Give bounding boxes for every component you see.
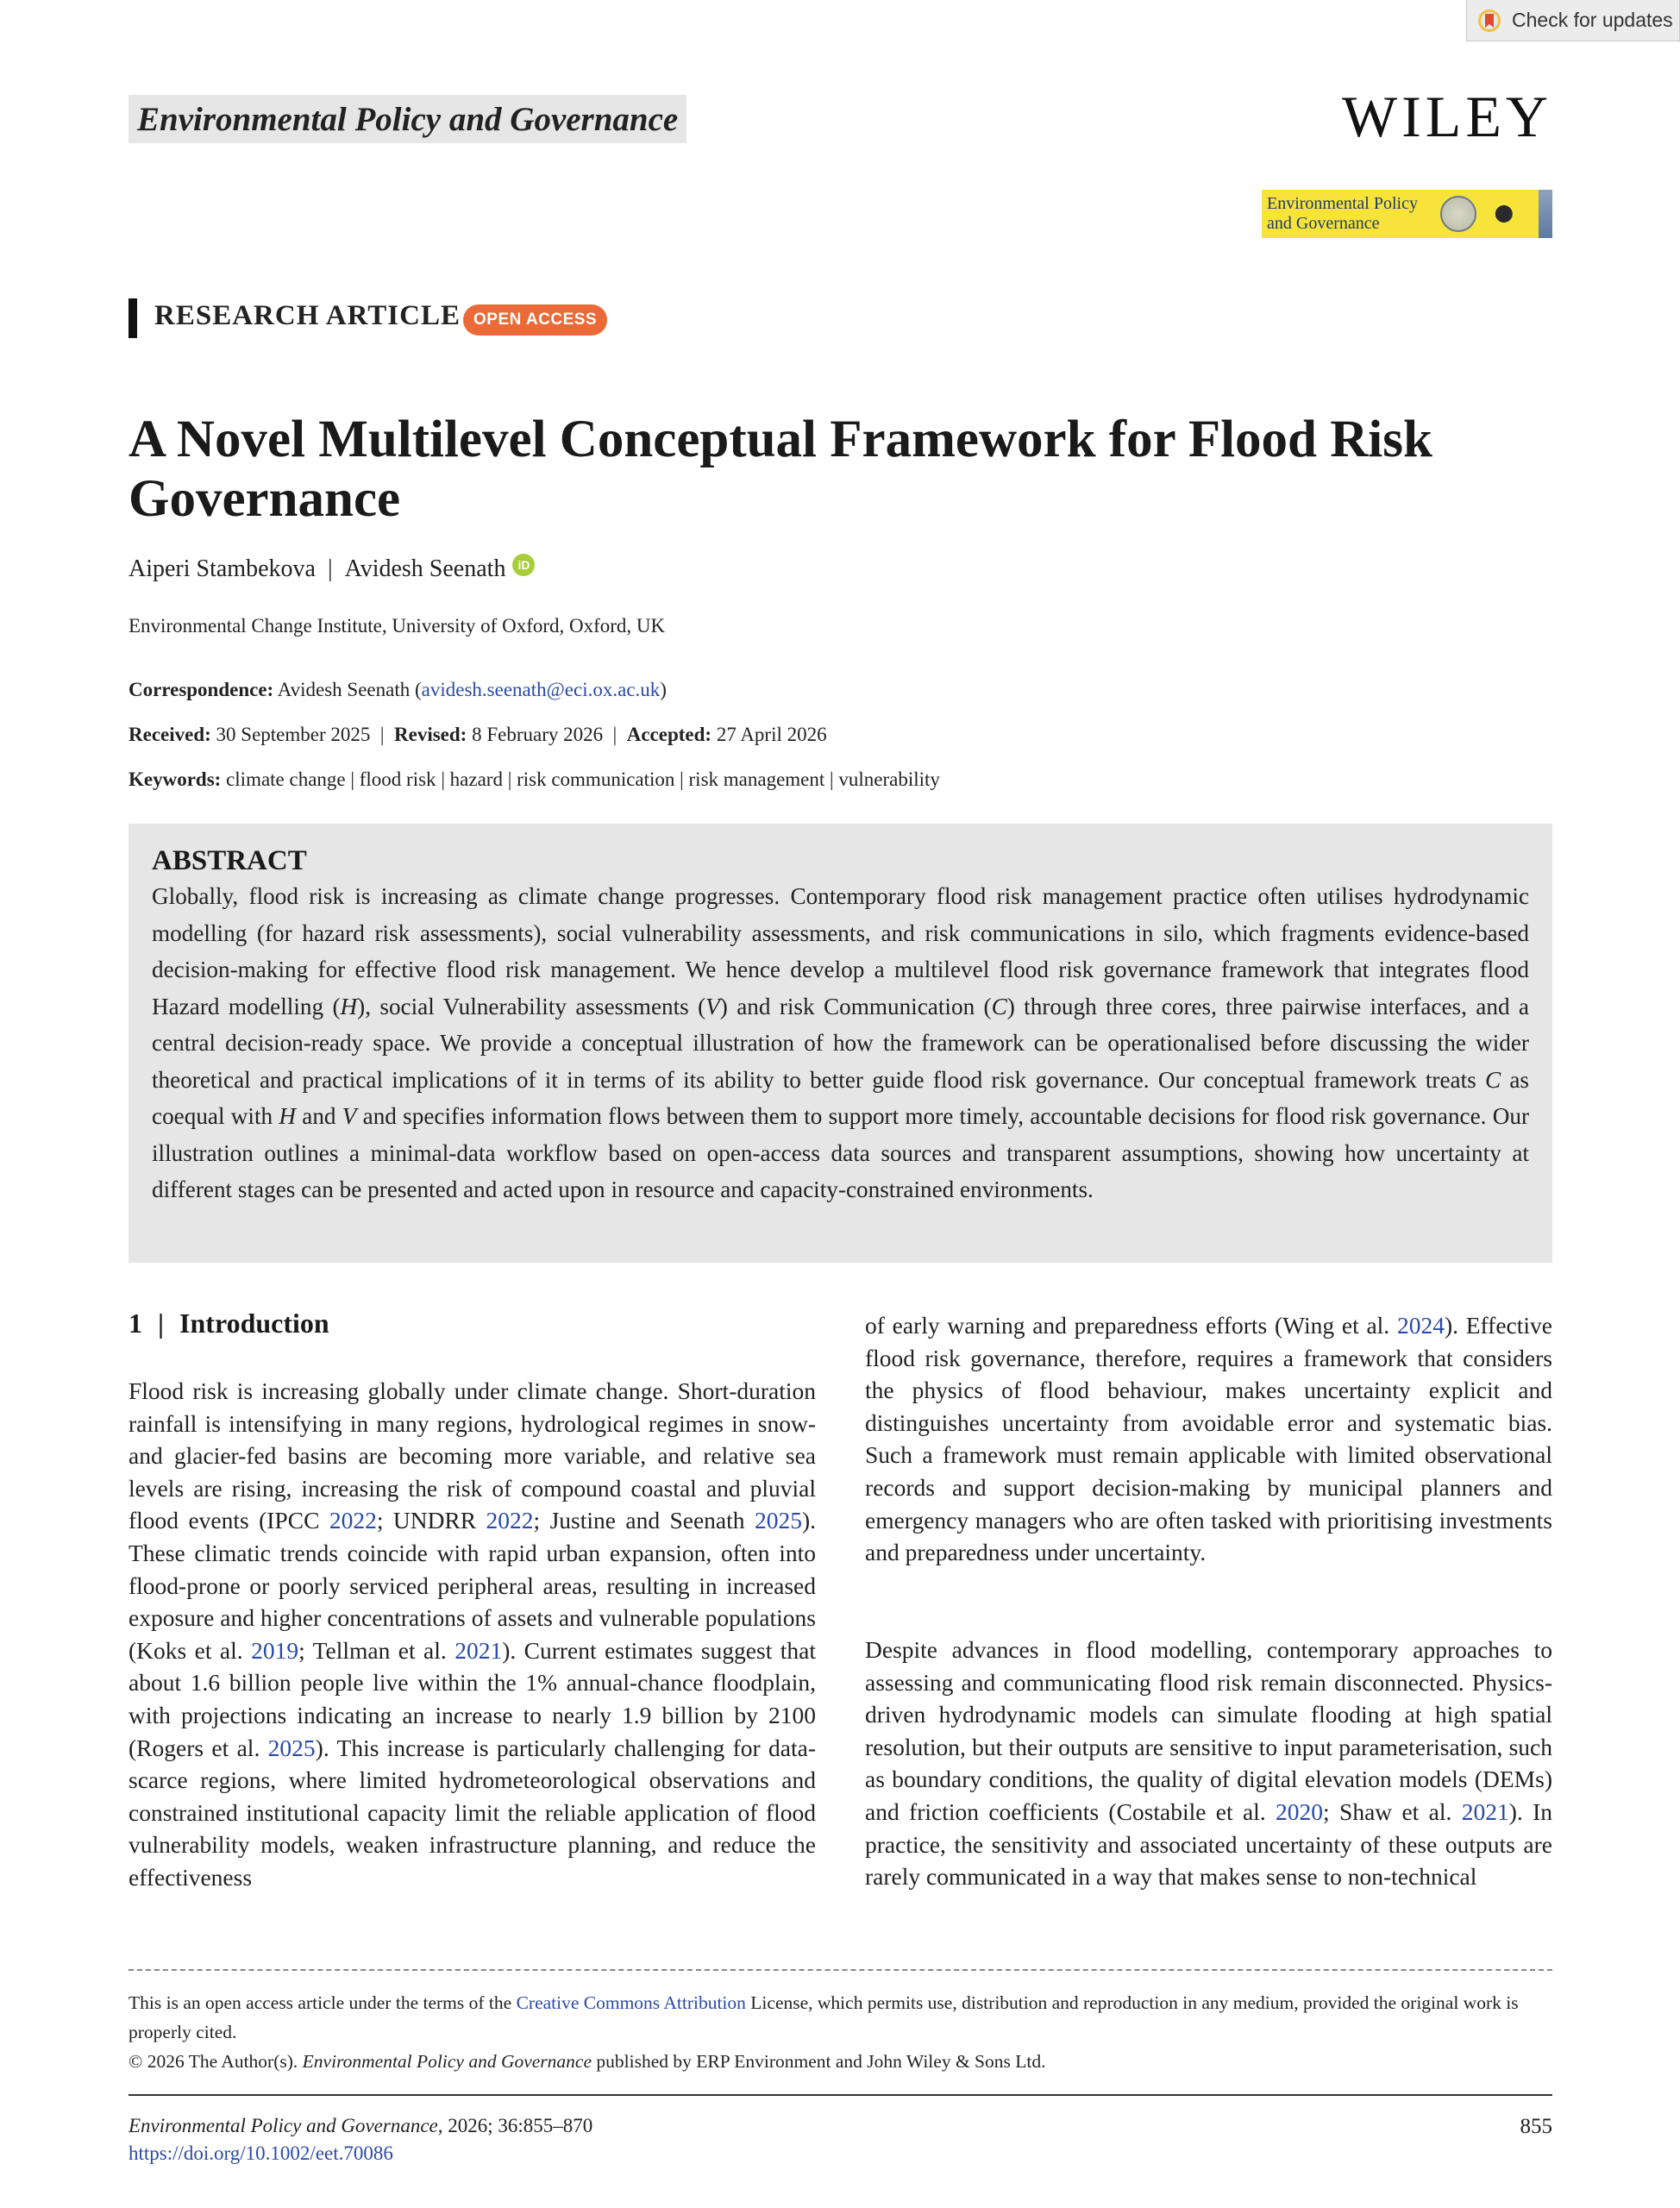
keyword[interactable]: hazard [449, 768, 503, 790]
journal-cover-logo [1262, 190, 1552, 238]
page-number: 855 [1520, 2115, 1552, 2138]
keyword[interactable]: vulnerability [838, 768, 940, 790]
keyword[interactable]: flood risk [359, 768, 436, 790]
check-for-updates-button[interactable] [1466, 0, 1680, 41]
author-name[interactable]: Aiperi Stambekova [129, 555, 316, 582]
body-column-right-bottom [865, 1634, 1552, 1893]
citation-link[interactable]: 2024 [1396, 1312, 1445, 1339]
citation-link[interactable]: 2025 [754, 1507, 802, 1534]
body-column-right-top [865, 1309, 1552, 1569]
article-title: A Novel Multilevel Conceptual Framework for Flood Risk Governance [129, 411, 1432, 528]
footer-rule [129, 2094, 1552, 2096]
abstract-heading: ABSTRACT [152, 845, 307, 876]
citation-link[interactable]: 2020 [1276, 1797, 1324, 1825]
body-paragraph: of early warning and preparedness efforts (Wing et al. 2024). Effective flood risk governance, therefore, requires a framework that considers the physics of flood behaviour, makes uncertainty explicit and distinguishes uncertainty from avoidable error and systematic bias. Such a framework must remain applicable with limited observational records and support decision-making by municipal planners and emergency managers who are often tasked with prioritising investments and preparedness under uncertainty. [865, 1312, 1552, 1566]
seal-icon [1440, 196, 1476, 232]
body-paragraph: Flood risk is increasing globally under climate change. Short-duration rainfall is intensifying in many regions, hydrological regimes in snow- and glacier-fed basins are becoming more variable, and relative sea levels are rising, increasing the risk of compound coastal and pluvial flood events (IPCC 2022; UNDRR 2022; Justine and Seenath 2025). These climatic trends coincide with rapid urban expansion, often into flood-prone or poorly serviced peripheral areas, resulting in increased exposure and higher concentrations of assets and vulnerable populations (Koks et al. 2019; Tellman et al. 2021). Current estimates suggest that about 1.6 billion people live within the 1% annual-chance floodplain, with projections indicating an increase to nearly 1.9 billion by 2100 (Rogers et al. 2025). This increase is particularly challenging for data-scarce regions, where limited hydrometeorological observations and constrained institutional capacity limit the reliable application of flood vulnerability models, weaken infrastructure planning, and reduce the effectiveness [129, 1377, 816, 1891]
citation-link[interactable]: 2019 [251, 1636, 299, 1664]
doi-link[interactable]: https://doi.org/10.1002/eet.70086 [129, 2142, 393, 2164]
license-link[interactable]: Creative Commons Attribution [516, 1992, 746, 2013]
body-paragraph: Despite advances in flood modelling, contemporary approaches to assessing and communicating flood risk remain disconnected. Physics-driven hydrodynamic models can simulate flooding at high spatial resolution, but their outputs are sensitive to input parameterisation, such as boundary conditions, the quality of digital elevation models (DEMs) and friction coefficients (Costabile et al. 2020; Shaw et al. 2021). In practice, the sensitivity and associated uncertainty of these outputs are rarely communicated in a way that makes sense to non-technical [865, 1636, 1552, 1891]
keyword[interactable]: climate change [226, 768, 346, 790]
section-heading: 1 | Introduction [129, 1308, 329, 1339]
citation-link[interactable]: 2022 [486, 1507, 534, 1534]
open-access-badge: OPEN ACCESS [463, 304, 607, 336]
author-name[interactable]: Avidesh Seenath [344, 555, 506, 582]
journal-banner: Environmental Policy and Governance [129, 95, 686, 143]
citation-link[interactable]: 2021 [1461, 1797, 1509, 1825]
author-separator: | [327, 555, 333, 582]
orcid-icon[interactable]: iD [512, 554, 535, 576]
affiliation: Environmental Change Institute, University of Oxford, Oxford, UK [129, 615, 666, 637]
journal-cover-text: Environmental Policy and Governance [1267, 194, 1418, 233]
author-list [129, 555, 535, 583]
keywords: Keywords: climate change | flood risk | hazard | risk communication | risk management | vulnerability [129, 768, 940, 790]
keyword[interactable]: risk management [688, 768, 825, 790]
body-column-left [129, 1375, 816, 1894]
article-type-label: RESEARCH ARTICLE [154, 300, 461, 331]
bee-icon [1487, 195, 1525, 233]
cover-image-strip [1539, 190, 1552, 238]
article-dates: Received: 30 September 2025 | Revised: 8 February 2026 | Accepted: 27 April 2026 [129, 724, 827, 745]
correspondence: Correspondence: Avidesh Seenath (avidesh.seenath@eci.ox.ac.uk) [129, 679, 667, 700]
article-type-marker [129, 298, 137, 338]
keyword[interactable]: risk communication [517, 768, 675, 790]
abstract-text: Globally, flood risk is increasing as climate change progresses. Contemporary flood risk management practice often utilises hydrodynamic modelling (for hazard risk assessments), social vulnerability assessments, and risk communications in silo, which fragments evidence-based decision-making for effective flood risk management. We hence develop a multilevel flood risk governance framework that integrates flood Hazard modelling (H), social Vulnerability assessments (V) and risk Communication (C) through three cores, three pairwise interfaces, and a central decision-ready space. We provide a conceptual illustration of how the framework can be operationalised before discussing the wider theoretical and practical implications of it in terms of its ability to better guide flood risk governance. Our conceptual framework treats C as coequal with H and V and specifies information flows between them to support more timely, accountable decisions for flood risk governance. Our illustration outlines a minimal-data workflow based on open-access data sources and transparent assumptions, showing how uncertainty at different stages can be presented and acted upon in resource and capacity-constrained environments. [152, 883, 1529, 1202]
publisher-logo: WILEY [1341, 84, 1552, 149]
bookmark-icon [1477, 9, 1501, 33]
citation-link[interactable]: 2025 [267, 1734, 316, 1761]
abstract-box [129, 824, 1552, 1263]
correspondence-email-link[interactable]: avidesh.seenath@eci.ox.ac.uk [421, 679, 661, 700]
check-for-updates-label: Check for updates [1512, 9, 1673, 31]
copyright-note: © 2026 The Author(s). Environmental Policy and Governance published by ERP Environment and John Wiley & Sons Ltd. [129, 2051, 1046, 2072]
license-note: This is an open access article under the terms of the Creative Commons Attribution License, which permits use, distribution and reproduction in any medium, provided the original work is properly cited. [129, 1992, 1519, 2042]
citation-link[interactable]: 2022 [329, 1507, 377, 1534]
journal-citation: Environmental Policy and Governance, 2026; 36:855–870 [129, 2115, 593, 2136]
citation-link[interactable]: 2021 [454, 1636, 503, 1664]
footnote-divider [129, 1969, 1552, 1971]
